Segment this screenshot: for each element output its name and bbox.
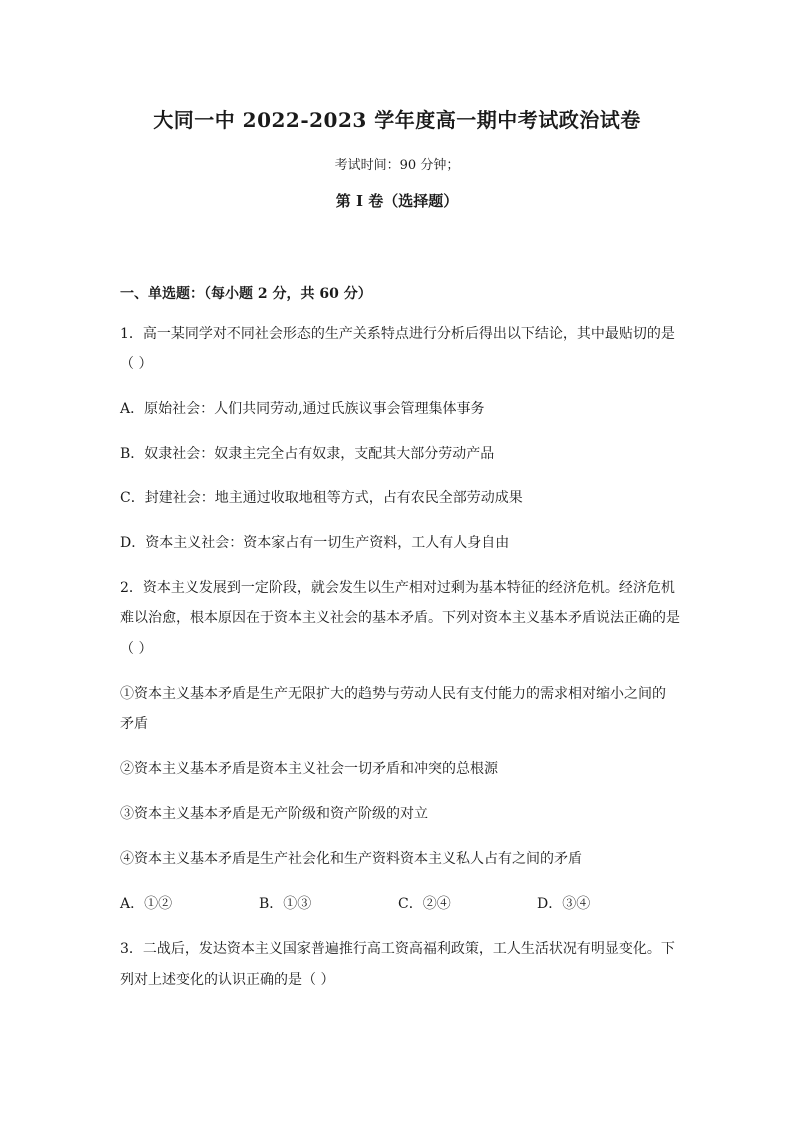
q2-option-c: C．②④ (398, 896, 451, 912)
q2-item-1-line-1: ①资本主义基本矛盾是生产无限扩大的趋势与劳动人民有支付能力的需求相对缩小之间的 (120, 686, 666, 702)
q2-option-d: D．③④ (537, 896, 591, 912)
q2-option-b: B．①③ (259, 896, 312, 912)
q2-stem-line-2: 难以治愈，根本原因在于资本主义社会的基本矛盾。下列对资本主义基本矛盾说法正确的是 (120, 610, 680, 626)
q1-stem-line-2: （ ） (120, 356, 153, 372)
q3-stem-line-1: 3．二战后，发达资本主义国家普遍推行高工资高福利政策，工人生活状况有明显变化。下 (120, 941, 675, 957)
q1-option-d: D．资本主义社会：资本家占有一切生产资料，工人有人身自由 (120, 535, 510, 551)
q2-stem-line-1: 2．资本主义发展到一定阶段，就会发生以生产相对过剩为基本特征的经济危机。经济危机 (120, 580, 675, 596)
q1-option-a: A．原始社会：人们共同劳动,通过氏族议事会管理集体事务 (120, 401, 485, 417)
q3-stem-line-2: 列对上述变化的认识正确的是（ ） (120, 972, 335, 988)
exam-time: 考试时间：90 分钟； (334, 158, 460, 173)
exam-title: 大同一中 2022-2023 学年度高一期中考试政治试卷 (153, 108, 641, 132)
q2-item-2: ②资本主义基本矛盾是资本主义社会一切矛盾和冲突的总根源 (120, 761, 498, 777)
q2-item-4: ④资本主义基本矛盾是生产社会化和生产资料资本主义私人占有之间的矛盾 (120, 851, 582, 867)
q1-option-b: B．奴隶社会：奴隶主完全占有奴隶，支配其大部分劳动产品 (120, 446, 495, 462)
q2-option-a: A．①② (120, 896, 173, 912)
q2-item-3: ③资本主义基本矛盾是无产阶级和资产阶级的对立 (120, 806, 428, 822)
q2-item-1-line-2: 矛盾 (120, 716, 148, 732)
volume-heading: 第 I 卷（选择题） (335, 192, 459, 210)
q2-stem-line-3: （ ） (120, 641, 153, 657)
q1-stem-line-1: 1．高一某同学对不同社会形态的生产关系特点进行分析后得出以下结论，其中最贴切的是 (120, 326, 675, 342)
q1-option-c: C．封建社会：地主通过收取地租等方式，占有农民全部劳动成果 (120, 490, 523, 506)
part-heading: 一、单选题：（每小题 2 分，共 60 分） (120, 286, 372, 302)
